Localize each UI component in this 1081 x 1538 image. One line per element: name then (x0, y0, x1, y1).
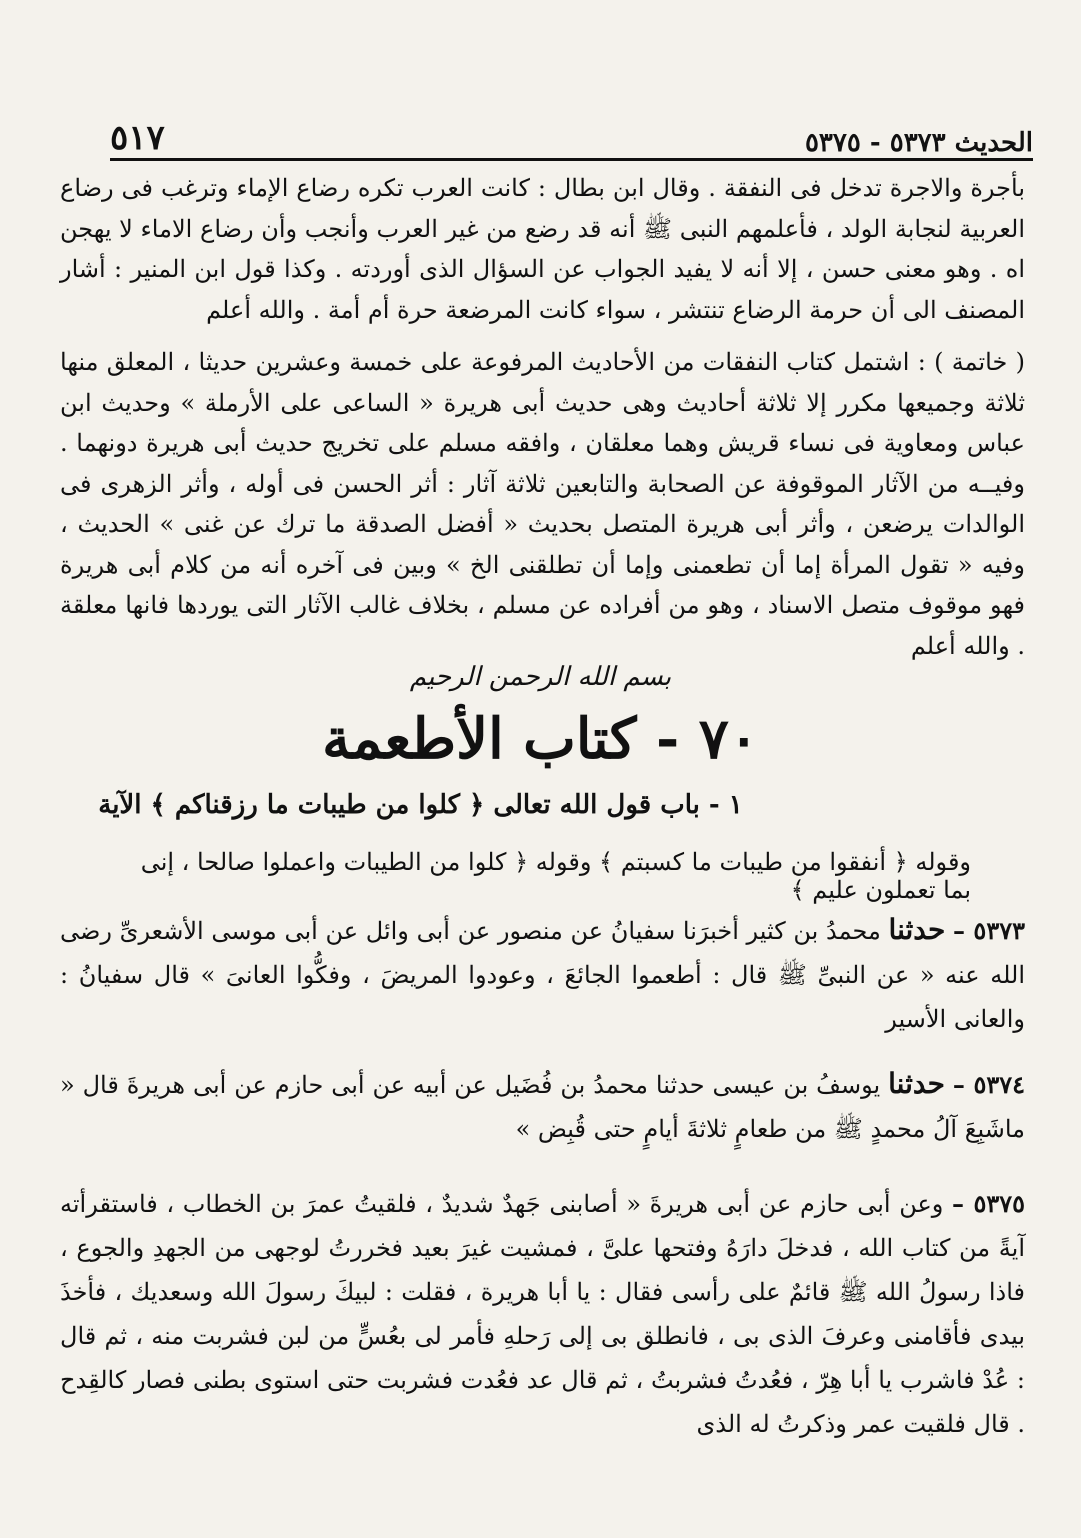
hadith-text: محمدُ بن كثير أخبرَنا سفيانُ عن منصور عن أبى وائل عن أبى موسى الأشعرىِّ رضى الله عنه « عن النبىِّ ﷺ قال : أطعموا الجائعَ ، وعودوا المريضَ ، وفكُّوا العانىَ » قال سفيانُ : والعانى الأسير (60, 917, 1025, 1033)
hadith-number: ٥٣٧٣ – (953, 916, 1025, 945)
hadith-keyword: حدثنا (888, 913, 946, 946)
basmala: بسم الله الرحمن الرحيم (409, 662, 672, 692)
commentary-block (60, 168, 1025, 666)
commentary-paragraph: بأجرة والاجرة تدخل فى النفقة . وقال ابن بطال : كانت العرب تكره رضاع الإماء وترغب فى رضاع العربية لنجابة الولد ، فأعلمهم النبى ﷺ أنه قد رضع من غير العرب وأنجب وأن رضاع الاماء لا يهجن اه . وهو معنى حسن ، إلا أنه لا يفيد الجواب عن السؤال الذى أوردته . وكذا قول ابن المنير : أشار المصنف الى أن حرمة الرضاع تنتشر ، سواء كانت المرضعة حرة أم أمة . والله أعلم (60, 174, 1026, 324)
hadith-text: وعن أبى حازم عن أبى هريرةَ « أصابنى جَهدٌ شديدٌ ، فلقيتُ عمرَ بن الخطاب ، فاستقرأته آيةً من كتاب الله ، فدخلَ دارَهُ وفتحها علىَّ ، فمشيت غيرَ بعيد فخررتُ لوجهى من الجهدِ والجوع ، فاذا رسولُ الله ﷺ قائمٌ على رأسى فقال : يا أبا هريرة ، فقلت : لبيكَ رسولَ الله وسعديك ، فأخذَ بيدى فأقامنى وعرفَ الذى بى ، فانطلق بى إلى رَحلهِ فأمر لى بعُسٍّ من لبن فشربت منه ، ثم قال : عُدْ فاشرب يا أبا هِرّ ، فعُدتُ فشربتُ ، ثم قال عد فعُدت فشربت حتى استوى بطنى فصار كالقِدح . قال فلقيت عمر وذكرتُ له الذى (60, 1190, 1025, 1438)
hadith-keyword: حدثنا (888, 1067, 945, 1100)
chapter-heading: ١ - باب قول الله تعالى ﴿ كلوا من طيبات ما رزقناكم ﴾ الآية (98, 790, 743, 820)
page-number: ٥١٧ (110, 118, 165, 158)
book-title: ٧٠ - كتاب الأطعمة (322, 706, 759, 772)
chapter-verses: وقوله ﴿ أنفقوا من طيبات ما كسبتم ﴾ وقوله ﴿ كلوا من الطيبات واعملوا صالحا ، إنى بما تعملون عليم ﴾ (140, 848, 971, 904)
hadith-5374 (60, 1062, 1025, 1151)
hadith-5373 (60, 908, 1025, 1041)
hadith-number: ٥٣٧٤ – (952, 1070, 1025, 1099)
khatima-paragraph: ( خاتمة ) : اشتمل كتاب النفقات من الأحاديث المرفوعة على خمسة وعشرين حديثا ، المعلق منها ثلاثة وجميعها مكرر إلا ثلاثة أحاديث وهى حديث أبى هريرة « الساعى على الأرملة » وحديث ابن عباس ومعاوية فى نساء قريش وهما معلقان ، وافقه مسلم على تخريج حديث أبى هريرة دونهما . وفيــه من الآثار الموقوفة عن الصحابة والتابعين ثلاثة آثار : أثر الحسن فى أوله ، وأثر الزهرى فى الوالدات يرضعن ، وأثر أبى هريرة المتصل بحديث « أفضل الصدقة ما ترك عن غنى » الحديث ، وفيه « تقول المرأة إما أن تطعمنى وإما أن تطلقنى الخ » وبين فى آخره أنه من كلام أبى هريرة فهو موقوف متصل الاسناد ، وهو من أفراده عن مسلم ، بخلاف غالب الآثار التى يوردها فانها معلقة . والله أعلم (60, 348, 1025, 660)
hadith-5375 (60, 1182, 1025, 1446)
running-head: الحديث ٥٣٧٣ - ٥٣٧٥ (804, 128, 1033, 158)
page-header (110, 112, 1033, 161)
hadith-text: يوسفُ بن عيسى حدثنا محمدُ بن فُضَيل عن أبيه عن أبى حازم عن أبى هريرةَ قال « ماشَبِعَ آلُ محمدٍ ﷺ من طعامٍ ثلاثةَ أيامٍ حتى قُبِض » (60, 1071, 1025, 1143)
hadith-number: ٥٣٧٥ – (952, 1189, 1025, 1218)
